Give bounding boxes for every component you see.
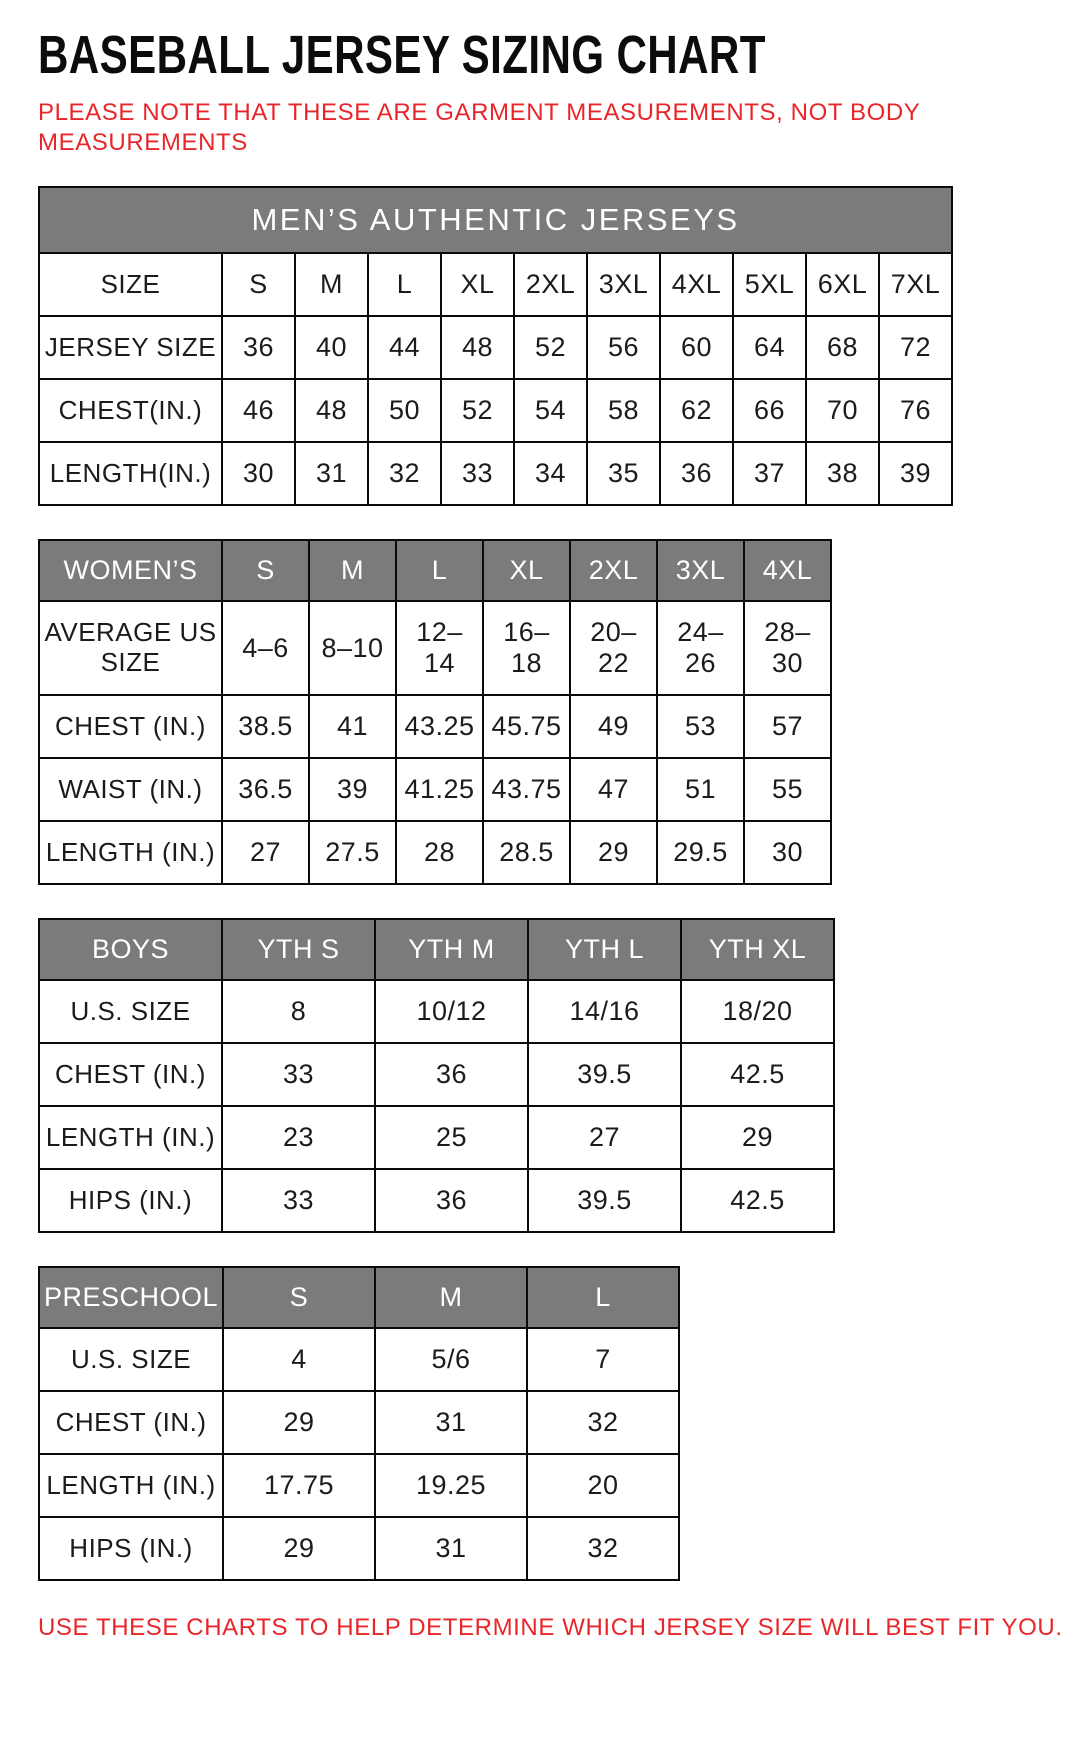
data-cell: 19.25 xyxy=(375,1454,527,1517)
data-cell: 14/16 xyxy=(528,980,681,1043)
size-header-cell: XL xyxy=(483,540,570,601)
mens-banner: MEN’S AUTHENTIC JERSEYS xyxy=(39,187,952,253)
data-cell: 20–22 xyxy=(570,601,657,695)
table-row xyxy=(39,1517,679,1580)
row-label: LENGTH (IN.) xyxy=(39,821,222,884)
size-header-cell: YTH M xyxy=(375,919,528,980)
womens-table xyxy=(38,539,832,885)
data-cell: 32 xyxy=(527,1517,679,1580)
garment-measurement-note: PLEASE NOTE THAT THESE ARE GARMENT MEASUREMENTS, NOT BODY MEASUREMENTS xyxy=(38,99,920,156)
data-cell: 55 xyxy=(744,758,831,821)
data-cell: 33 xyxy=(441,442,514,505)
data-cell: 50 xyxy=(368,379,441,442)
data-cell: 29 xyxy=(223,1517,375,1580)
data-cell: 40 xyxy=(295,316,368,379)
data-cell: 4XL xyxy=(660,253,733,316)
table-row xyxy=(39,253,952,316)
data-cell: 31 xyxy=(375,1391,527,1454)
size-header-cell: S xyxy=(223,1267,375,1328)
data-cell: 30 xyxy=(222,442,295,505)
data-cell: 28–30 xyxy=(744,601,831,695)
data-cell: 28 xyxy=(396,821,483,884)
data-cell: 60 xyxy=(660,316,733,379)
data-cell: 41.25 xyxy=(396,758,483,821)
data-cell: 58 xyxy=(587,379,660,442)
data-cell: 43.25 xyxy=(396,695,483,758)
data-cell: 57 xyxy=(744,695,831,758)
row-label: U.S. SIZE xyxy=(39,980,222,1043)
data-cell: 52 xyxy=(514,316,587,379)
data-cell: 8–10 xyxy=(309,601,396,695)
table-row xyxy=(39,601,831,695)
table-row xyxy=(39,1169,834,1232)
row-label: LENGTH (IN.) xyxy=(39,1106,222,1169)
page-title: BASEBALL JERSEY SIZING CHART xyxy=(38,25,766,85)
data-cell: 6XL xyxy=(806,253,879,316)
data-cell: 48 xyxy=(441,316,514,379)
data-cell: 5XL xyxy=(733,253,806,316)
data-cell: 32 xyxy=(368,442,441,505)
data-cell: 53 xyxy=(657,695,744,758)
data-cell: 5/6 xyxy=(375,1328,527,1391)
row-label: HIPS (IN.) xyxy=(39,1517,223,1580)
data-cell: 33 xyxy=(222,1169,375,1232)
data-cell: 31 xyxy=(375,1517,527,1580)
data-cell: 18/20 xyxy=(681,980,834,1043)
size-header-cell: YTH L xyxy=(528,919,681,980)
data-cell: 20 xyxy=(527,1454,679,1517)
data-cell: 17.75 xyxy=(223,1454,375,1517)
data-cell: 36.5 xyxy=(222,758,309,821)
data-cell: 62 xyxy=(660,379,733,442)
row-label: CHEST (IN.) xyxy=(39,695,222,758)
row-label: U.S. SIZE xyxy=(39,1328,223,1391)
data-cell: M xyxy=(295,253,368,316)
data-cell: 4 xyxy=(223,1328,375,1391)
table-row xyxy=(39,1454,679,1517)
row-label: SIZE xyxy=(39,253,222,316)
data-cell: 2XL xyxy=(514,253,587,316)
data-cell: 31 xyxy=(295,442,368,505)
data-cell: 28.5 xyxy=(483,821,570,884)
data-cell: 41 xyxy=(309,695,396,758)
data-cell: 34 xyxy=(514,442,587,505)
womens-header-label: WOMEN’S xyxy=(39,540,222,601)
data-cell: 12–14 xyxy=(396,601,483,695)
data-cell: 29.5 xyxy=(657,821,744,884)
size-header-cell: M xyxy=(375,1267,527,1328)
data-cell: 64 xyxy=(733,316,806,379)
data-cell: S xyxy=(222,253,295,316)
table-row xyxy=(39,1043,834,1106)
row-label: AVERAGE US SIZE xyxy=(39,601,222,695)
data-cell: 27.5 xyxy=(309,821,396,884)
data-cell: 36 xyxy=(660,442,733,505)
table-row xyxy=(39,442,952,505)
data-cell: 7XL xyxy=(879,253,952,316)
row-label: HIPS (IN.) xyxy=(39,1169,222,1232)
size-header-cell: 3XL xyxy=(657,540,744,601)
size-header-cell: 2XL xyxy=(570,540,657,601)
data-cell: 30 xyxy=(744,821,831,884)
data-cell: 44 xyxy=(368,316,441,379)
row-label: JERSEY SIZE xyxy=(39,316,222,379)
data-cell: 27 xyxy=(528,1106,681,1169)
row-label: CHEST (IN.) xyxy=(39,1391,223,1454)
data-cell: 48 xyxy=(295,379,368,442)
data-cell: 39.5 xyxy=(528,1043,681,1106)
table-row xyxy=(39,758,831,821)
data-cell: 29 xyxy=(223,1391,375,1454)
data-cell: 51 xyxy=(657,758,744,821)
table-row xyxy=(39,316,952,379)
data-cell: 27 xyxy=(222,821,309,884)
data-cell: 43.75 xyxy=(483,758,570,821)
data-cell: 24–26 xyxy=(657,601,744,695)
row-label: LENGTH (IN.) xyxy=(39,1454,223,1517)
data-cell: 10/12 xyxy=(375,980,528,1043)
data-cell: 8 xyxy=(222,980,375,1043)
size-header-cell: S xyxy=(222,540,309,601)
mens-table xyxy=(38,186,953,506)
table-row xyxy=(39,1328,679,1391)
data-cell: 68 xyxy=(806,316,879,379)
row-label: CHEST (IN.) xyxy=(39,1043,222,1106)
data-cell: 76 xyxy=(879,379,952,442)
table-row xyxy=(39,379,952,442)
size-header-cell: L xyxy=(527,1267,679,1328)
data-cell: XL xyxy=(441,253,514,316)
size-header-cell: L xyxy=(396,540,483,601)
data-cell: 37 xyxy=(733,442,806,505)
data-cell: 45.75 xyxy=(483,695,570,758)
footer-note: USE THESE CHARTS TO HELP DETERMINE WHICH JERSEY SIZE WILL BEST FIT YOU. xyxy=(38,1614,1063,1641)
data-cell: 33 xyxy=(222,1043,375,1106)
data-cell: 46 xyxy=(222,379,295,442)
data-cell: 3XL xyxy=(587,253,660,316)
table-row xyxy=(39,1106,834,1169)
data-cell: 4–6 xyxy=(222,601,309,695)
data-cell: 36 xyxy=(375,1043,528,1106)
size-header-cell: 4XL xyxy=(744,540,831,601)
data-cell: 36 xyxy=(222,316,295,379)
data-cell: 54 xyxy=(514,379,587,442)
table-row xyxy=(39,1391,679,1454)
data-cell: 29 xyxy=(681,1106,834,1169)
data-cell: 39 xyxy=(879,442,952,505)
data-cell: 35 xyxy=(587,442,660,505)
data-cell: 38.5 xyxy=(222,695,309,758)
data-cell: 56 xyxy=(587,316,660,379)
data-cell: 16–18 xyxy=(483,601,570,695)
row-label: LENGTH(IN.) xyxy=(39,442,222,505)
data-cell: 36 xyxy=(375,1169,528,1232)
data-cell: 7 xyxy=(527,1328,679,1391)
table-row xyxy=(39,980,834,1043)
row-label: CHEST(IN.) xyxy=(39,379,222,442)
table-row xyxy=(39,821,831,884)
data-cell: 29 xyxy=(570,821,657,884)
size-header-cell: M xyxy=(309,540,396,601)
data-cell: 52 xyxy=(441,379,514,442)
data-cell: 32 xyxy=(527,1391,679,1454)
data-cell: 49 xyxy=(570,695,657,758)
data-cell: 23 xyxy=(222,1106,375,1169)
data-cell: 38 xyxy=(806,442,879,505)
preschool-table xyxy=(38,1266,680,1581)
tables-container xyxy=(38,186,1042,1581)
data-cell: L xyxy=(368,253,441,316)
data-cell: 39 xyxy=(309,758,396,821)
data-cell: 72 xyxy=(879,316,952,379)
data-cell: 25 xyxy=(375,1106,528,1169)
data-cell: 47 xyxy=(570,758,657,821)
data-cell: 70 xyxy=(806,379,879,442)
row-label: WAIST (IN.) xyxy=(39,758,222,821)
preschool-header-label: PRESCHOOL xyxy=(39,1267,223,1328)
boys-table xyxy=(38,918,835,1233)
size-header-cell: YTH XL xyxy=(681,919,834,980)
data-cell: 42.5 xyxy=(681,1169,834,1232)
data-cell: 39.5 xyxy=(528,1169,681,1232)
boys-header-label: BOYS xyxy=(39,919,222,980)
data-cell: 42.5 xyxy=(681,1043,834,1106)
size-header-cell: YTH S xyxy=(222,919,375,980)
data-cell: 66 xyxy=(733,379,806,442)
table-row xyxy=(39,695,831,758)
